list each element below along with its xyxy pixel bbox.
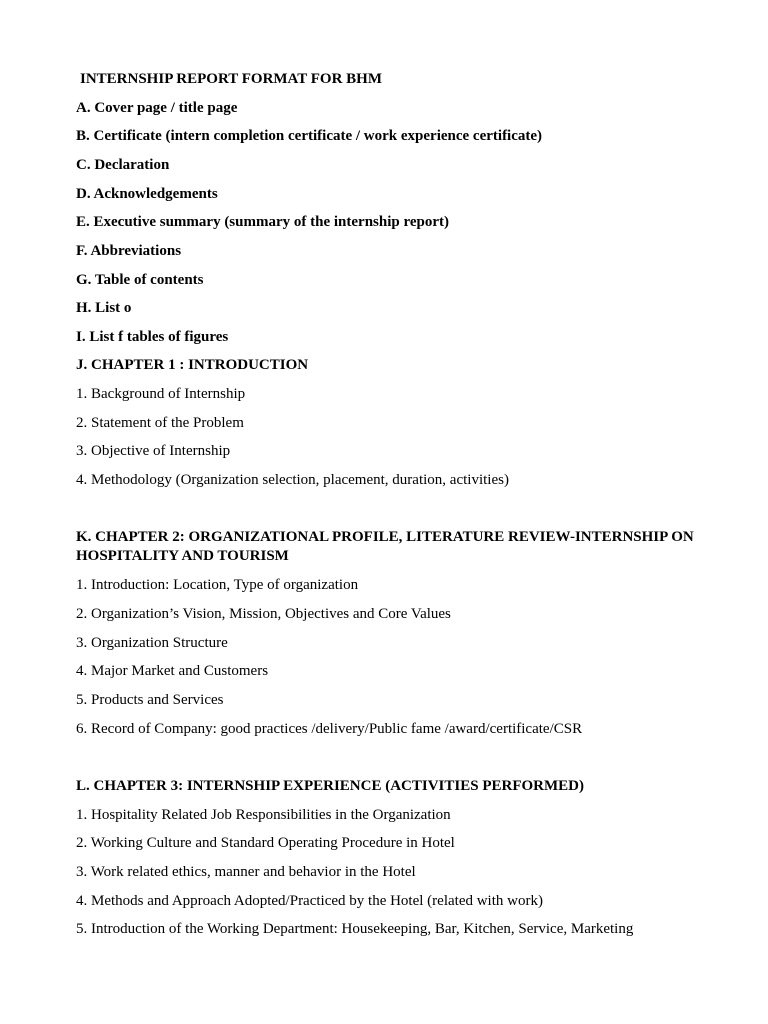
- chapter2-item: 2. Organization’s Vision, Mission, Objectives and Core Values: [76, 606, 451, 622]
- chapter3-heading: L. CHAPTER 3: INTERNSHIP EXPERIENCE (ACTIVITIES PERFORMED): [76, 778, 584, 794]
- chapter2-item: 5. Products and Services: [76, 692, 224, 708]
- front-matter-item: B. Certificate (intern completion certificate / work experience certificate): [76, 128, 543, 144]
- chapter1-heading: J. CHAPTER 1 : INTRODUCTION: [76, 357, 309, 373]
- chapter2-item: 6. Record of Company: good practices /delivery/Public fame /award/certificate/CSR: [76, 721, 583, 737]
- chapter1-item: 4. Methodology (Organization selection, placement, duration, activities): [76, 472, 509, 488]
- front-matter-item: C. Declaration: [76, 157, 170, 173]
- chapter2-item: 3. Organization Structure: [76, 635, 228, 651]
- chapter2-item: 1. Introduction: Location, Type of organization: [76, 577, 359, 593]
- chapter3-item: 2. Working Culture and Standard Operating Procedure in Hotel: [76, 835, 455, 851]
- chapter1-item: 1. Background of Internship: [76, 386, 246, 402]
- front-matter-item: A. Cover page / title page: [76, 100, 238, 116]
- front-matter-item: I. List f tables of figures: [76, 329, 229, 345]
- chapter3-item: 5. Introduction of the Working Department: Housekeeping, Bar, Kitchen, Service, Marketing: [76, 921, 634, 937]
- chapter1-item: 3. Objective of Internship: [76, 443, 231, 459]
- chapter1-item: 2. Statement of the Problem: [76, 415, 244, 431]
- front-matter-item: G. Table of contents: [76, 272, 204, 288]
- chapter3-item: 4. Methods and Approach Adopted/Practiced by the Hotel (related with work): [76, 893, 543, 909]
- front-matter-item: D. Acknowledgements: [76, 186, 218, 202]
- front-matter-item: E. Executive summary (summary of the internship report): [76, 214, 450, 230]
- chapter3-item: 3. Work related ethics, manner and behavior in the Hotel: [76, 864, 416, 880]
- front-matter-item: F. Abbreviations: [76, 243, 182, 259]
- chapter2-heading: K. CHAPTER 2: ORGANIZATIONAL PROFILE, LITERATURE REVIEW-INTERNSHIP ON HOSPITALITY AND TOURISM: [76, 529, 694, 564]
- front-matter-item: H. List o: [76, 300, 132, 316]
- chapter2-item: 4. Major Market and Customers: [76, 663, 269, 679]
- chapter3-item: 1. Hospitality Related Job Responsibilities in the Organization: [76, 807, 451, 823]
- document-title: INTERNSHIP REPORT FORMAT FOR BHM: [80, 71, 382, 87]
